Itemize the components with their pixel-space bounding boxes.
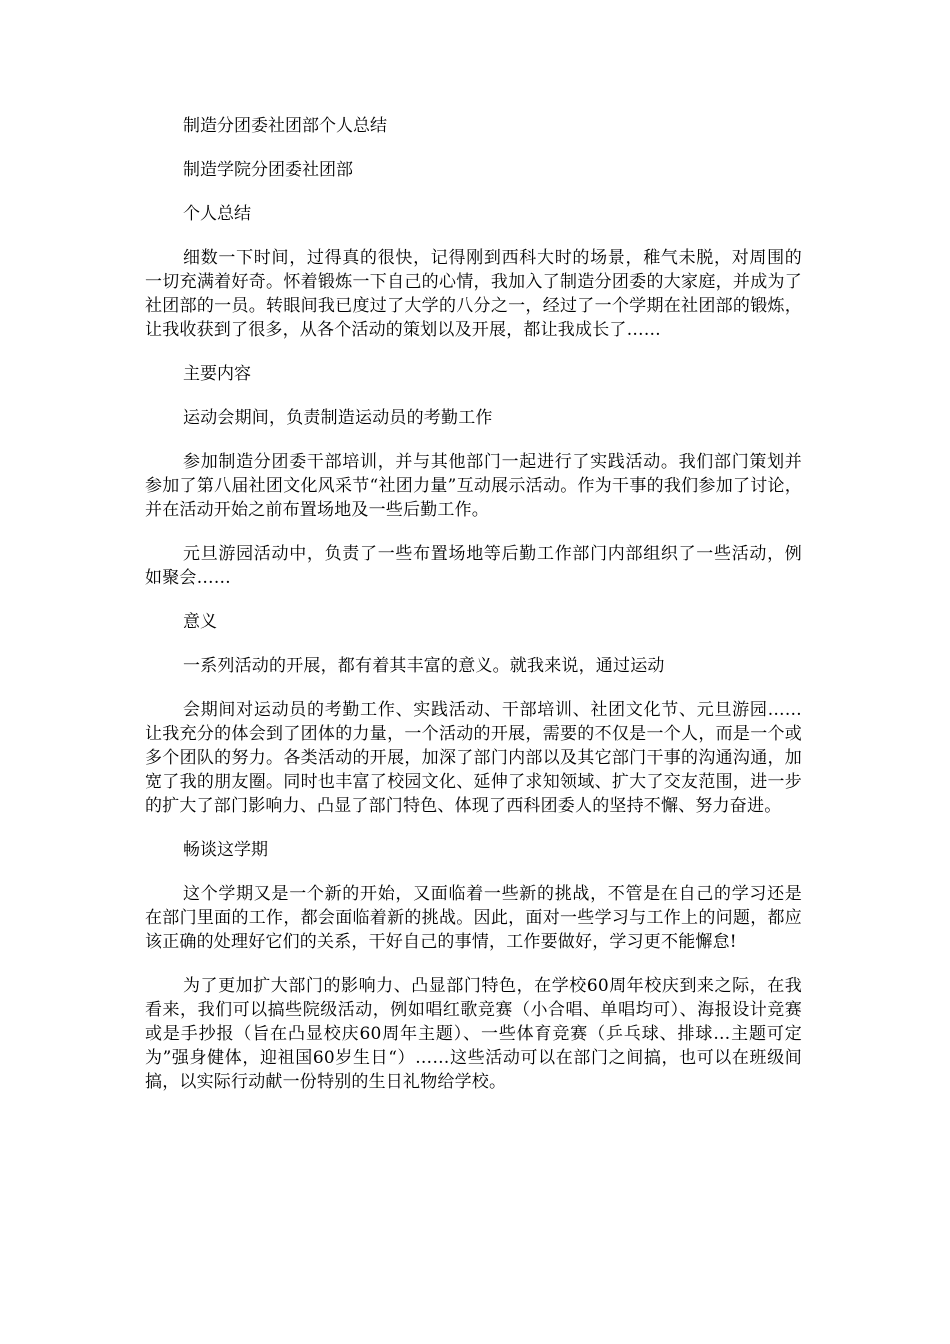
main-item-sports: 运动会期间，负责制造运动员的考勤工作 [183, 408, 493, 428]
semester-paragraph-1: 这个学期又是一个新的开始，又面临着一些新的挑战，不管是在自己的学习还是在部门里面的工作，都会面临着新的挑战。因此，面对一些学习与工作上的问题，都应该正确的处理好它们的关系，干好自己的事情，工作要做好，学习更不能懈怠! [145, 884, 802, 952]
semester-paragraph-2: 为了更加扩大部门的影响力、凸显部门特色，在学校60周年校庆到来之际，在我看来，我们可以搞些院级活动，例如唱红歌竞赛（小合唱、单唱均可）、海报设计竞赛或是手抄报（旨在凸显校庆60周年主题）、一些体育竞赛（乒乓球、排球…主题可定为”强身健体，迎祖国60岁生日“）……这些活动可以在部门之间搞，也可以在班级间搞，以实际行动献一份特别的生日礼物给学校。 [145, 976, 802, 1092]
meaning-paragraph-1: 一系列活动的开展，都有着其丰富的意义。就我来说，通过运动 [183, 656, 665, 676]
document-body [145, 114, 802, 1114]
meaning-paragraph-2: 会期间对运动员的考勤工作、实践活动、干部培训、社团文化节、元旦游园……让我充分的体会到了团体的力量，一个活动的开展，需要的不仅是一个人，而是一个或多个团队的努力。各类活动的开展，加深了部门内部以及其它部门干事的沟通沟通，加宽了我的朋友圈。同时也丰富了校园文化、延伸了求知领域、扩大了交友范围，进一步的扩大了部门影响力、凸显了部门特色、体现了西科团委人的坚持不懈、努力奋进。 [145, 700, 802, 816]
section-heading-main: 主要内容 [183, 364, 251, 384]
document-title: 制造分团委社团部个人总结 [183, 116, 387, 136]
main-item-training: 参加制造分团委干部培训，并与其他部门一起进行了实践活动。我们部门策划并参加了第八届社团文化风采节“社团力量”互动展示活动。作为干事的我们参加了讨论，并在活动开始之前布置场地及一些后勤工作。 [145, 452, 802, 520]
department-name: 制造学院分团委社团部 [183, 160, 353, 180]
intro-paragraph: 细数一下时间，过得真的很快，记得刚到西科大时的场景，稚气未脱，对周围的一切充满着好奇。怀着锻炼一下自己的心情，我加入了制造分团委的大家庭，并成为了社团部的一员。转眼间我已度过了大学的八分之一，经过了一个学期在社团部的锻炼，让我收获到了很多，从各个活动的策划以及开展，都让我成长了…… [145, 248, 802, 340]
section-heading-meaning: 意义 [183, 612, 217, 632]
summary-type: 个人总结 [183, 204, 251, 224]
main-item-new-year: 元旦游园活动中，负责了一些布置场地等后勤工作部门内部组织了一些活动，例如聚会…… [145, 544, 802, 588]
section-heading-semester: 畅谈这学期 [183, 840, 268, 860]
